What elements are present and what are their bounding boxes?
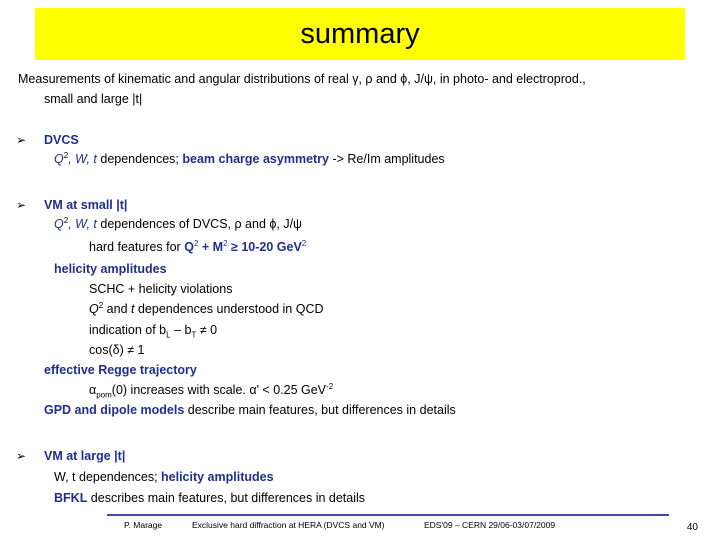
text: describe main features, but differences in details: [184, 403, 456, 417]
arrow-bullet-icon: ➢: [16, 449, 27, 463]
subscript: pom: [96, 390, 112, 400]
vm-small-dependences: [54, 217, 302, 232]
slide-title: summary: [300, 18, 420, 50]
footer-rule: [107, 514, 669, 516]
text: -> Re/Im amplitudes: [329, 152, 445, 166]
q-symbol: Q: [89, 302, 99, 316]
text: dependences of DVCS, ρ and ϕ, J/ψ: [96, 217, 302, 231]
bfkl-line: [54, 491, 365, 506]
helicity-amplitudes: helicity amplitudes: [161, 470, 274, 484]
plus-m: + M: [198, 240, 224, 254]
arrow-bullet-icon: ➢: [16, 198, 27, 212]
footer-conference: EDS'09 – CERN 29/06-03/07/2009: [424, 520, 556, 530]
gpd-line: [44, 403, 456, 418]
dvcs-heading: DVCS: [44, 133, 79, 147]
page-number: 40: [686, 522, 698, 533]
footer-talk-title: Exclusive hard diffraction at HERA (DVCS and VM): [192, 520, 385, 530]
t-symbol: t: [131, 302, 135, 316]
text: and: [103, 302, 131, 316]
text: dependences;: [96, 152, 183, 166]
qcd-line: [89, 302, 324, 317]
title-banner: [35, 8, 685, 60]
q-symbol: Q: [54, 152, 64, 166]
text: – b: [170, 323, 192, 337]
hard-features-line: [89, 240, 306, 255]
text: dependences understood in QCD: [134, 302, 324, 316]
superscript: 2: [301, 238, 307, 248]
text: (0) increases with scale. α' < 0.25 GeV: [111, 383, 327, 397]
wt-symbols: , W, t: [68, 152, 97, 166]
vm-large-heading: VM at large |t|: [44, 449, 126, 463]
text: hard features for: [89, 240, 185, 254]
subscript: T: [191, 330, 197, 340]
dvcs-dependences: [54, 152, 445, 167]
bl-bt-line: [89, 323, 217, 338]
superscript: -2: [326, 381, 334, 391]
text: describes main features, but differences in details: [87, 491, 366, 505]
cos-delta-line: cos(δ) ≠ 1: [89, 343, 145, 357]
intro-line-1: Measurements of kinematic and angular distributions of real γ, ρ and ϕ, J/ψ, in photo- and electroprod.,: [18, 72, 586, 86]
arrow-bullet-icon: ➢: [16, 133, 27, 147]
schc-line: SCHC + helicity violations: [89, 282, 233, 296]
footer-author: P. Marage: [124, 520, 163, 530]
q-symbol: Q: [54, 217, 64, 231]
vm-large-dependences: [54, 470, 274, 485]
text: indication of b: [89, 323, 167, 337]
text: ≠ 0: [196, 323, 218, 337]
superscript: 2: [63, 215, 69, 225]
helicity-amplitudes-heading: helicity amplitudes: [54, 262, 167, 276]
text: W, t dependences;: [54, 470, 162, 484]
bfkl: BFKL: [54, 491, 88, 505]
wt-symbols: , W, t: [68, 217, 97, 231]
scale-threshold: ≥ 10-20 GeV: [227, 240, 302, 254]
alpha-symbol: α: [89, 383, 97, 397]
alpha-pom-line: [89, 383, 333, 398]
regge-heading: effective Regge trajectory: [44, 363, 197, 377]
intro-line-2: small and large |t|: [44, 92, 143, 106]
superscript: 2: [98, 300, 104, 310]
beam-charge-asymmetry: beam charge asymmetry: [182, 152, 329, 166]
gpd-dipole-models: GPD and dipole models: [44, 403, 185, 417]
q-symbol: Q: [184, 240, 194, 254]
superscript: 2: [63, 150, 69, 160]
superscript: 2: [193, 238, 199, 248]
vm-small-heading: VM at small |t|: [44, 198, 128, 212]
superscript: 2: [223, 238, 228, 248]
subscript: L: [166, 330, 171, 340]
